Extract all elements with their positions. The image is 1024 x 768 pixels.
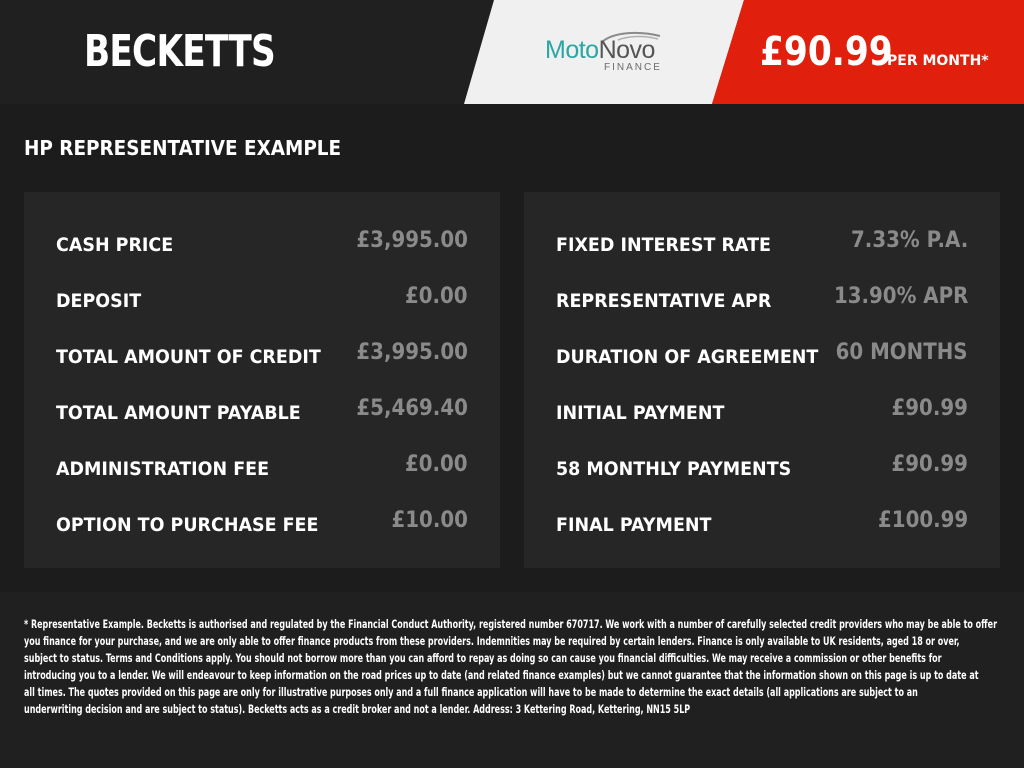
table-row <box>556 230 968 260</box>
disclaimer-line: introducing you to a lender. We will endeavour to keep information on the road prices up to date (and related finance examples) but we cannot guarantee that the information shown on this page is up to date at <box>24 668 979 682</box>
brand-logo-text: BECKETTS <box>84 26 275 77</box>
price-suffix: PER MONTH* <box>887 53 989 69</box>
row-value: 13.90% APR <box>833 284 968 309</box>
header-bar <box>0 0 1024 104</box>
table-row <box>56 342 468 372</box>
table-row <box>556 342 968 372</box>
row-label: DEPOSIT <box>56 290 142 312</box>
row-label: CASH PRICE <box>56 234 174 256</box>
disclaimer-line: subject to status. Terms and Conditions apply. You should not borrow more than you can afford to repay as doing so can cause you financial difficulties. We may receive a commission or other benefits for <box>24 651 942 665</box>
monthly-price: £90.99 <box>760 29 893 75</box>
table-row <box>56 454 468 484</box>
lender-logo <box>540 30 670 80</box>
row-label: OPTION TO PURCHASE FEE <box>56 514 319 536</box>
row-label: 58 MONTHLY PAYMENTS <box>556 458 792 480</box>
table-row <box>556 510 968 540</box>
row-value: £3,995.00 <box>356 340 468 365</box>
row-value: £100.99 <box>877 508 968 533</box>
row-value: 60 MONTHS <box>836 340 968 365</box>
disclaimer-line: all times. The quotes provided on this page are only for illustrative purposes only and a full finance application will have to be made to determine the exact details (all applications are subject to an <box>24 685 918 699</box>
table-row <box>556 398 968 428</box>
row-label: REPRESENTATIVE APR <box>556 290 772 312</box>
row-label: FIXED INTEREST RATE <box>556 234 771 256</box>
lender-subtitle: FINANCE <box>604 62 662 73</box>
row-value: £90.99 <box>891 396 968 421</box>
table-row <box>556 286 968 316</box>
row-label: TOTAL AMOUNT PAYABLE <box>56 402 301 424</box>
lender-name-part1: Moto <box>545 36 599 64</box>
disclaimer-line: underwriting decision and are subject to status). Becketts acts as a credit broker and not a lender. Address: 3 Kettering Road, Kettering, NN15 5LP <box>24 702 691 716</box>
lender-name <box>545 36 655 65</box>
row-label: INITIAL PAYMENT <box>556 402 725 424</box>
row-value: £3,995.00 <box>356 228 468 253</box>
row-label: TOTAL AMOUNT OF CREDIT <box>56 346 321 368</box>
disclaimer-line: you finance for your purchase, and we are only able to offer finance products from these providers. Indemnities may be required by certain lenders. Finance is only available to UK residents, aged 18 or over, <box>24 634 960 648</box>
row-label: FINAL PAYMENT <box>556 514 712 536</box>
row-label: DURATION OF AGREEMENT <box>556 346 819 368</box>
table-row <box>56 286 468 316</box>
row-value: £90.99 <box>891 452 968 477</box>
lender-name-part2: Novo <box>598 36 655 64</box>
table-row <box>56 510 468 540</box>
section-title: HP REPRESENTATIVE EXAMPLE <box>24 136 342 160</box>
row-label: ADMINISTRATION FEE <box>56 458 270 480</box>
row-value: 7.33% P.A. <box>850 228 968 253</box>
row-value: £10.00 <box>391 508 468 533</box>
row-value: £0.00 <box>405 284 468 309</box>
table-row <box>56 398 468 428</box>
table-row <box>56 230 468 260</box>
row-value: £0.00 <box>405 452 468 477</box>
disclaimer-text <box>24 616 998 718</box>
table-row <box>556 454 968 484</box>
row-value: £5,469.40 <box>356 396 468 421</box>
disclaimer-line: * Representative Example. Becketts is authorised and regulated by the Financial Conduct Authority, registered number 670717. We work with a number of carefully selected credit providers who may be able to offer <box>24 617 998 631</box>
